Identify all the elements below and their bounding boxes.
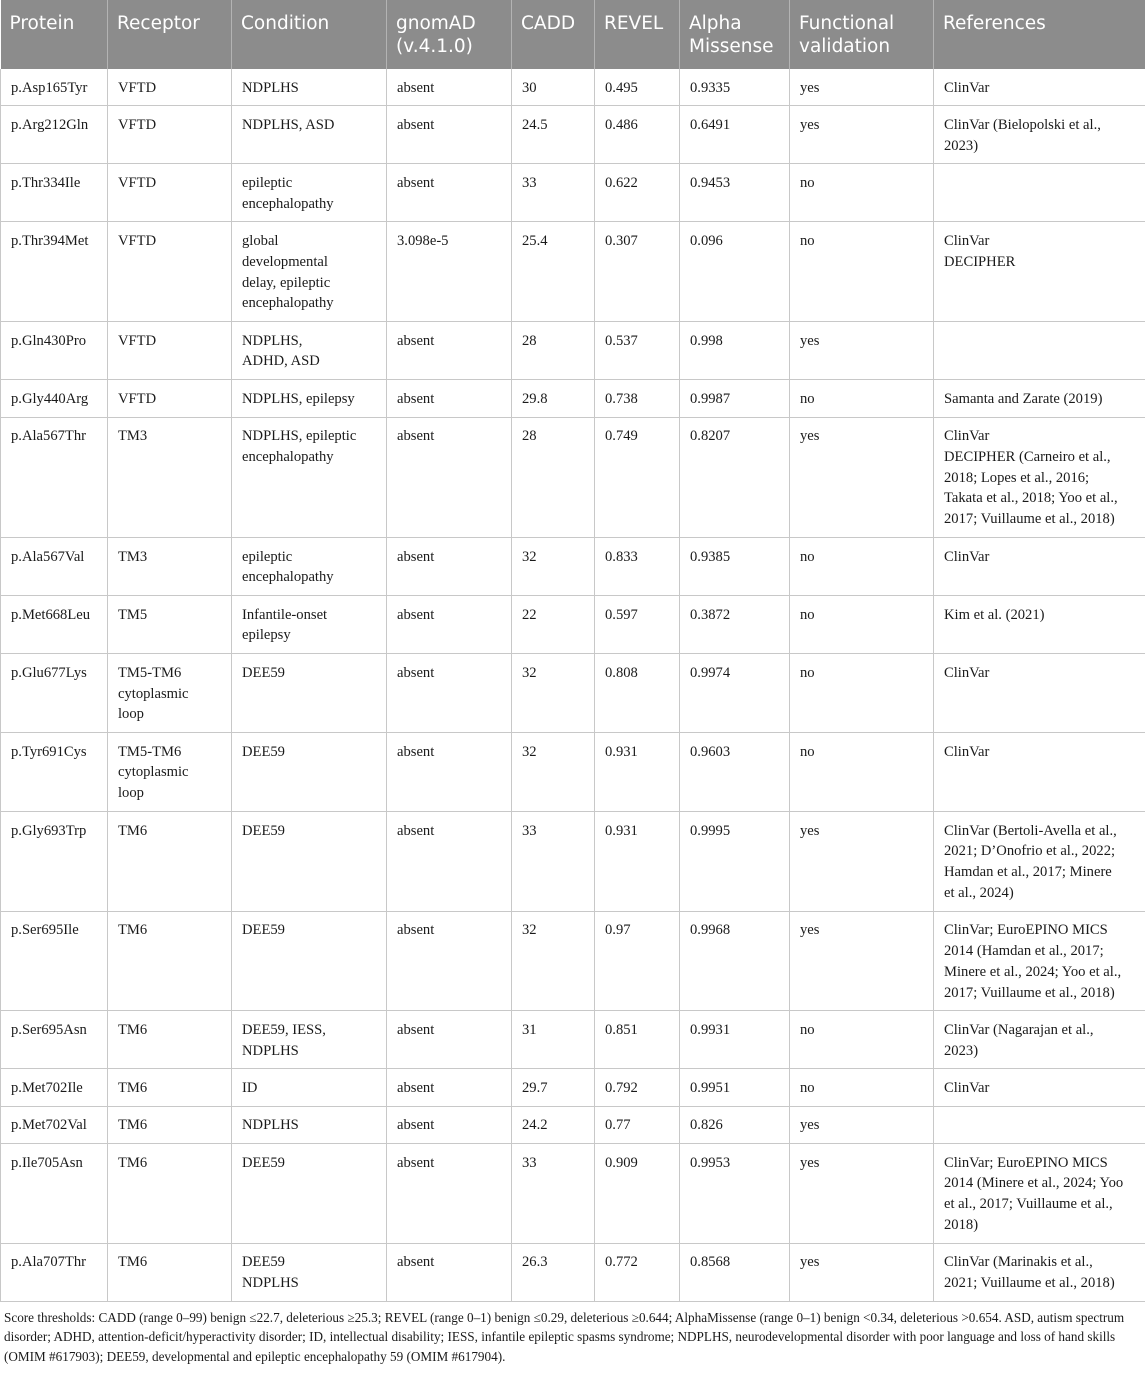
cell-receptor: TM5-TM6 cytoplasmic loop <box>108 654 232 733</box>
cell-condition: DEE59 NDPLHS <box>232 1243 387 1301</box>
cell-references: ClinVar; EuroEPINO MICS 2014 (Hamdan et al., 2017; Minere et al., 2024; Yoo et al., 2017; Vuillaume et al., 2018) <box>934 911 1145 1011</box>
column-header-references: References <box>934 0 1145 69</box>
cell-protein: p.Thr394Met <box>1 222 108 322</box>
cell-functional: no <box>790 654 934 733</box>
cell-alphamissense: 0.9987 <box>680 380 790 417</box>
cell-protein: p.Ser695Ile <box>1 911 108 1011</box>
cell-protein: p.Glu677Lys <box>1 654 108 733</box>
cell-receptor: TM6 <box>108 1144 232 1244</box>
cell-revel: 0.495 <box>595 69 680 106</box>
table-row <box>1 106 1145 164</box>
cell-protein: p.Arg212Gln <box>1 106 108 164</box>
cell-cadd: 32 <box>512 911 595 1011</box>
cell-condition: DEE59 <box>232 654 387 733</box>
cell-functional: yes <box>790 417 934 537</box>
cell-revel: 0.931 <box>595 812 680 912</box>
table-row <box>1 69 1145 106</box>
cell-cadd: 29.8 <box>512 380 595 417</box>
cell-functional: no <box>790 538 934 596</box>
table-row <box>1 1069 1145 1106</box>
cell-gnomad: absent <box>387 654 512 733</box>
cell-cadd: 32 <box>512 654 595 733</box>
column-header-receptor: Receptor <box>108 0 232 69</box>
cell-receptor: TM6 <box>108 911 232 1011</box>
cell-receptor: TM5 <box>108 596 232 654</box>
cell-revel: 0.931 <box>595 733 680 812</box>
cell-condition: global developmental delay, epileptic encephalopathy <box>232 222 387 322</box>
cell-protein: p.Asp165Tyr <box>1 69 108 106</box>
cell-references: ClinVar (Bertoli-Avella et al., 2021; D’Onofrio et al., 2022; Hamdan et al., 2017; Minere et al., 2024) <box>934 812 1145 912</box>
cell-gnomad: absent <box>387 106 512 164</box>
cell-receptor: TM3 <box>108 538 232 596</box>
cell-revel: 0.597 <box>595 596 680 654</box>
cell-protein: p.Ser695Asn <box>1 1011 108 1069</box>
cell-receptor: TM3 <box>108 417 232 537</box>
cell-condition: DEE59 <box>232 911 387 1011</box>
cell-gnomad: absent <box>387 417 512 537</box>
cell-alphamissense: 0.6491 <box>680 106 790 164</box>
cell-revel: 0.909 <box>595 1144 680 1244</box>
cell-functional: yes <box>790 1144 934 1244</box>
column-header-functional-validation: Functional validation <box>790 0 934 69</box>
cell-receptor: VFTD <box>108 222 232 322</box>
cell-revel: 0.622 <box>595 164 680 222</box>
cell-receptor: TM6 <box>108 1011 232 1069</box>
cell-receptor: VFTD <box>108 106 232 164</box>
cell-alphamissense: 0.9974 <box>680 654 790 733</box>
cell-references: ClinVar <box>934 654 1145 733</box>
cell-receptor: TM6 <box>108 1243 232 1301</box>
cell-protein: p.Ala567Val <box>1 538 108 596</box>
cell-functional: no <box>790 1069 934 1106</box>
cell-functional: no <box>790 222 934 322</box>
cell-cadd: 24.5 <box>512 106 595 164</box>
cell-revel: 0.307 <box>595 222 680 322</box>
cell-condition: NDPLHS, ADHD, ASD <box>232 322 387 380</box>
cell-protein: p.Ala707Thr <box>1 1243 108 1301</box>
cell-condition: NDPLHS, epileptic encephalopathy <box>232 417 387 537</box>
cell-condition: epileptic encephalopathy <box>232 538 387 596</box>
cell-functional: yes <box>790 1243 934 1301</box>
cell-alphamissense: 0.9968 <box>680 911 790 1011</box>
cell-protein: p.Ile705Asn <box>1 1144 108 1244</box>
cell-cadd: 33 <box>512 1144 595 1244</box>
cell-condition: Infantile-onset epilepsy <box>232 596 387 654</box>
cell-references: ClinVar <box>934 538 1145 596</box>
column-header-revel: REVEL <box>595 0 680 69</box>
cell-alphamissense: 0.9995 <box>680 812 790 912</box>
table-row <box>1 1144 1145 1244</box>
cell-references: ClinVar <box>934 69 1145 106</box>
cell-references <box>934 164 1145 222</box>
cell-condition: NDPLHS <box>232 69 387 106</box>
cell-gnomad: absent <box>387 596 512 654</box>
cell-condition: DEE59 <box>232 812 387 912</box>
cell-cadd: 28 <box>512 322 595 380</box>
cell-gnomad: absent <box>387 1106 512 1143</box>
cell-functional: no <box>790 1011 934 1069</box>
cell-receptor: VFTD <box>108 380 232 417</box>
table-row <box>1 322 1145 380</box>
table-row <box>1 596 1145 654</box>
cell-revel: 0.792 <box>595 1069 680 1106</box>
table-body <box>1 69 1145 1301</box>
cell-receptor: TM6 <box>108 1069 232 1106</box>
cell-functional: no <box>790 733 934 812</box>
cell-revel: 0.486 <box>595 106 680 164</box>
cell-cadd: 32 <box>512 733 595 812</box>
cell-protein: p.Gly693Trp <box>1 812 108 912</box>
cell-references: ClinVar (Nagarajan et al., 2023) <box>934 1011 1145 1069</box>
cell-gnomad: absent <box>387 812 512 912</box>
cell-references: ClinVar (Bielopolski et al., 2023) <box>934 106 1145 164</box>
cell-references: ClinVar (Marinakis et al., 2021; Vuillaume et al., 2018) <box>934 1243 1145 1301</box>
cell-gnomad: absent <box>387 1069 512 1106</box>
cell-condition: ID <box>232 1069 387 1106</box>
cell-condition: DEE59 <box>232 733 387 812</box>
cell-functional: no <box>790 380 934 417</box>
cell-revel: 0.537 <box>595 322 680 380</box>
cell-receptor: VFTD <box>108 164 232 222</box>
cell-revel: 0.97 <box>595 911 680 1011</box>
cell-cadd: 31 <box>512 1011 595 1069</box>
cell-references <box>934 322 1145 380</box>
cell-revel: 0.808 <box>595 654 680 733</box>
cell-alphamissense: 0.3872 <box>680 596 790 654</box>
cell-condition: epileptic encephalopathy <box>232 164 387 222</box>
cell-gnomad: absent <box>387 380 512 417</box>
cell-references: ClinVar DECIPHER (Carneiro et al., 2018; Lopes et al., 2016; Takata et al., 2018; Yoo et al., 2017; Vuillaume et al., 2018) <box>934 417 1145 537</box>
cell-alphamissense: 0.9385 <box>680 538 790 596</box>
cell-cadd: 26.3 <box>512 1243 595 1301</box>
cell-alphamissense: 0.826 <box>680 1106 790 1143</box>
cell-protein: p.Met702Ile <box>1 1069 108 1106</box>
cell-references <box>934 1106 1145 1143</box>
cell-cadd: 33 <box>512 164 595 222</box>
cell-revel: 0.851 <box>595 1011 680 1069</box>
cell-condition: DEE59, IESS, NDPLHS <box>232 1011 387 1069</box>
cell-revel: 0.77 <box>595 1106 680 1143</box>
cell-receptor: TM5-TM6 cytoplasmic loop <box>108 733 232 812</box>
cell-gnomad: absent <box>387 538 512 596</box>
cell-condition: NDPLHS, epilepsy <box>232 380 387 417</box>
table-row <box>1 222 1145 322</box>
cell-alphamissense: 0.9953 <box>680 1144 790 1244</box>
cell-gnomad: absent <box>387 1011 512 1069</box>
table-row <box>1 164 1145 222</box>
cell-protein: p.Met668Leu <box>1 596 108 654</box>
table-row <box>1 1106 1145 1143</box>
cell-gnomad: absent <box>387 911 512 1011</box>
cell-references: ClinVar <box>934 733 1145 812</box>
cell-alphamissense: 0.9951 <box>680 1069 790 1106</box>
cell-alphamissense: 0.8207 <box>680 417 790 537</box>
cell-functional: yes <box>790 322 934 380</box>
cell-receptor: VFTD <box>108 322 232 380</box>
cell-functional: yes <box>790 69 934 106</box>
cell-alphamissense: 0.8568 <box>680 1243 790 1301</box>
cell-protein: p.Gln430Pro <box>1 322 108 380</box>
cell-receptor: VFTD <box>108 69 232 106</box>
cell-alphamissense: 0.9603 <box>680 733 790 812</box>
cell-receptor: TM6 <box>108 1106 232 1143</box>
cell-protein: p.Thr334Ile <box>1 164 108 222</box>
cell-gnomad: absent <box>387 1243 512 1301</box>
cell-revel: 0.738 <box>595 380 680 417</box>
cell-revel: 0.772 <box>595 1243 680 1301</box>
cell-cadd: 28 <box>512 417 595 537</box>
cell-cadd: 25.4 <box>512 222 595 322</box>
cell-revel: 0.749 <box>595 417 680 537</box>
cell-protein: p.Tyr691Cys <box>1 733 108 812</box>
table-row <box>1 1011 1145 1069</box>
cell-condition: DEE59 <box>232 1144 387 1244</box>
table-row <box>1 812 1145 912</box>
cell-protein: p.Gly440Arg <box>1 380 108 417</box>
cell-cadd: 30 <box>512 69 595 106</box>
cell-functional: yes <box>790 1106 934 1143</box>
cell-references: ClinVar DECIPHER <box>934 222 1145 322</box>
table-footnote: Score thresholds: CADD (range 0–99) benign ≤22.7, deleterious ≥25.3; REVEL (range 0–1) benign ≤0.29, deleterious ≥0.644; AlphaMissense (range 0–1) benign <0.34, deleterious >0.654. ASD, autism spectrum disorder; ADHD, attention-deficit/hyperactivity disorder; ID, intellectual disability; IESS, infantile epileptic spasms syndrome; NDPLHS, neurodevelopmental disorder with poor language and loss of hand skills (OMIM #617903); DEE59, developmental and epileptic encephalopathy 59 (OMIM #617904). <box>4 1309 1125 1364</box>
cell-alphamissense: 0.998 <box>680 322 790 380</box>
cell-receptor: TM6 <box>108 812 232 912</box>
table-row <box>1 417 1145 537</box>
column-header-cadd: CADD <box>512 0 595 69</box>
cell-references: ClinVar; EuroEPINO MICS 2014 (Minere et al., 2024; Yoo et al., 2017; Vuillaume et al., 2018) <box>934 1144 1145 1244</box>
cell-references: Samanta and Zarate (2019) <box>934 380 1145 417</box>
cell-functional: yes <box>790 911 934 1011</box>
column-header-alphamissense: Alpha Missense <box>680 0 790 69</box>
cell-functional: yes <box>790 812 934 912</box>
cell-alphamissense: 0.9335 <box>680 69 790 106</box>
cell-gnomad: absent <box>387 1144 512 1244</box>
column-header-protein: Protein <box>1 0 108 69</box>
cell-references: Kim et al. (2021) <box>934 596 1145 654</box>
cell-gnomad: absent <box>387 164 512 222</box>
cell-revel: 0.833 <box>595 538 680 596</box>
cell-condition: NDPLHS <box>232 1106 387 1143</box>
table-row <box>1 1243 1145 1301</box>
cell-functional: no <box>790 164 934 222</box>
cell-alphamissense: 0.9931 <box>680 1011 790 1069</box>
table-row <box>1 654 1145 733</box>
cell-alphamissense: 0.9453 <box>680 164 790 222</box>
cell-references: ClinVar <box>934 1069 1145 1106</box>
table-row <box>1 380 1145 417</box>
cell-cadd: 32 <box>512 538 595 596</box>
cell-gnomad: absent <box>387 733 512 812</box>
cell-functional: no <box>790 596 934 654</box>
cell-gnomad: absent <box>387 69 512 106</box>
column-header-gnomad: gnomAD (v.4.1.0) <box>387 0 512 69</box>
table-row <box>1 538 1145 596</box>
column-header-condition: Condition <box>232 0 387 69</box>
cell-condition: NDPLHS, ASD <box>232 106 387 164</box>
cell-gnomad: 3.098e-5 <box>387 222 512 322</box>
cell-cadd: 24.2 <box>512 1106 595 1143</box>
cell-functional: yes <box>790 106 934 164</box>
cell-cadd: 33 <box>512 812 595 912</box>
table-row <box>1 911 1145 1011</box>
cell-cadd: 22 <box>512 596 595 654</box>
cell-gnomad: absent <box>387 322 512 380</box>
cell-cadd: 29.7 <box>512 1069 595 1106</box>
cell-protein: p.Met702Val <box>1 1106 108 1143</box>
table-header-row <box>1 0 1145 69</box>
cell-protein: p.Ala567Thr <box>1 417 108 537</box>
cell-alphamissense: 0.096 <box>680 222 790 322</box>
table-row <box>1 733 1145 812</box>
